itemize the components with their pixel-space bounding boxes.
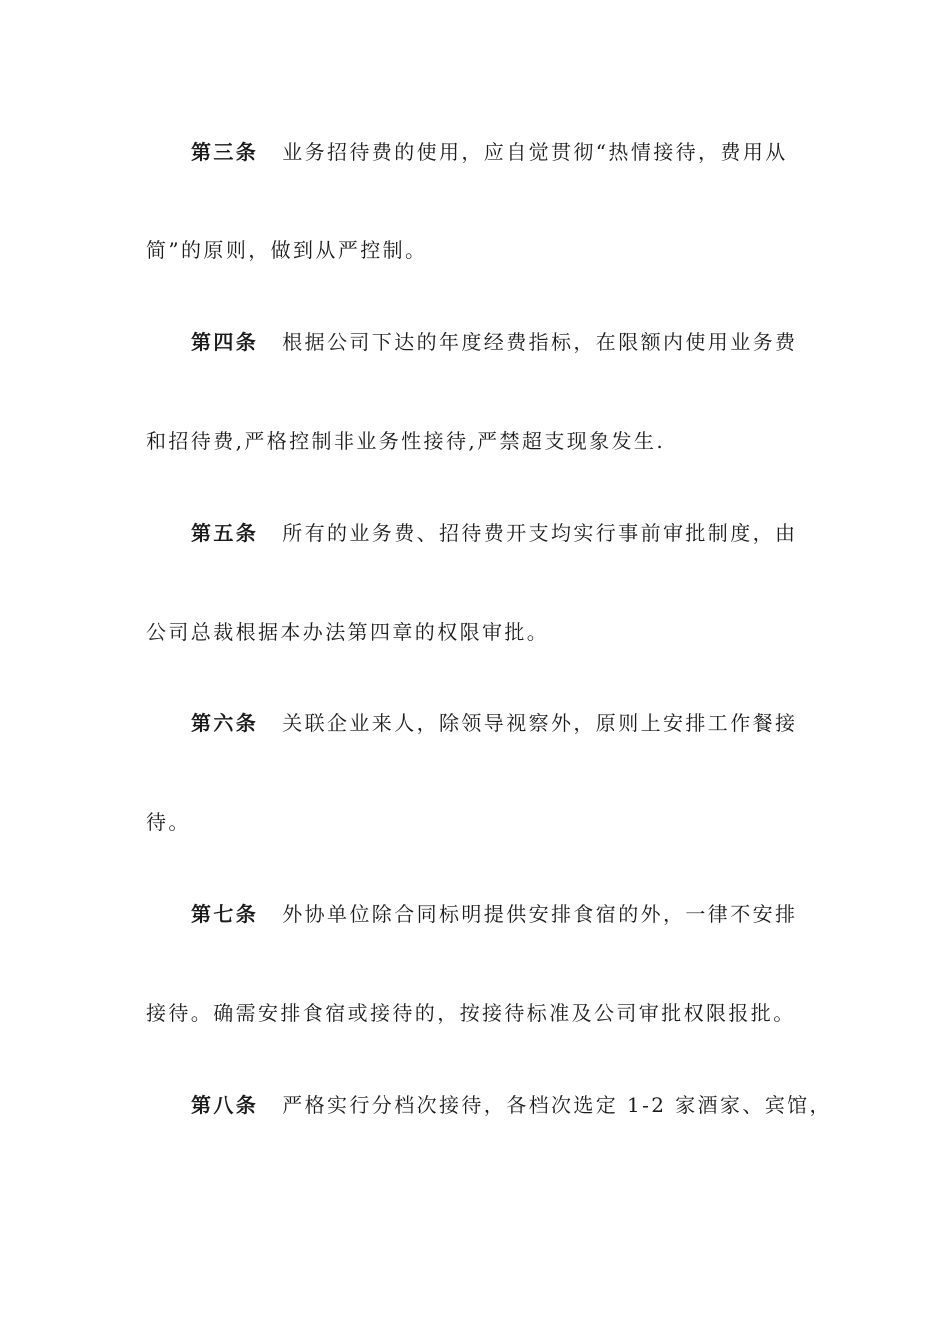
article-7-line-1 [191, 900, 806, 928]
article-6-line-2: 待。 [146, 810, 191, 834]
article-6-text: 关联企业来人，除领导视察外，原则上安排工作餐接 [282, 711, 798, 735]
article-3-line-1 [191, 138, 806, 166]
article-8-text: 严格实行分档次接待，各档次选定 1-2 家酒家、宾馆， [282, 1093, 832, 1117]
article-5-text: 所有的业务费、招待费开支均实行事前审批制度，由 [282, 521, 798, 545]
article-8-line-1 [191, 1091, 832, 1119]
article-6-label: 第六条 [191, 711, 259, 735]
article-5-line-2: 公司总裁根据本办法第四章的权限审批。 [146, 620, 550, 644]
article-7-label: 第七条 [191, 902, 259, 926]
article-3-line-2: 简”的原则，做到从严控制。 [146, 238, 428, 262]
article-7-text: 外协单位除合同标明提供安排食宿的外，一律不安排 [282, 902, 798, 926]
article-7-line-2: 接待。确需安排食宿或接待的，按接待标准及公司审批权限报批。 [146, 1001, 796, 1025]
article-3-text: 业务招待费的使用，应自觉贯彻“热情接待，费用从 [282, 140, 788, 164]
article-4-line-1 [191, 328, 806, 356]
article-8-label: 第八条 [191, 1093, 259, 1117]
article-5-line-1 [191, 519, 806, 547]
article-3-label: 第三条 [191, 140, 259, 164]
article-6-line-1 [191, 709, 806, 737]
article-4-line-2: 和招待费,严格控制非业务性接待,严禁超支现象发生. [146, 429, 666, 453]
article-4-text: 根据公司下达的年度经费指标，在限额内使用业务费 [282, 330, 798, 354]
article-4-label: 第四条 [191, 330, 259, 354]
article-5-label: 第五条 [191, 521, 259, 545]
